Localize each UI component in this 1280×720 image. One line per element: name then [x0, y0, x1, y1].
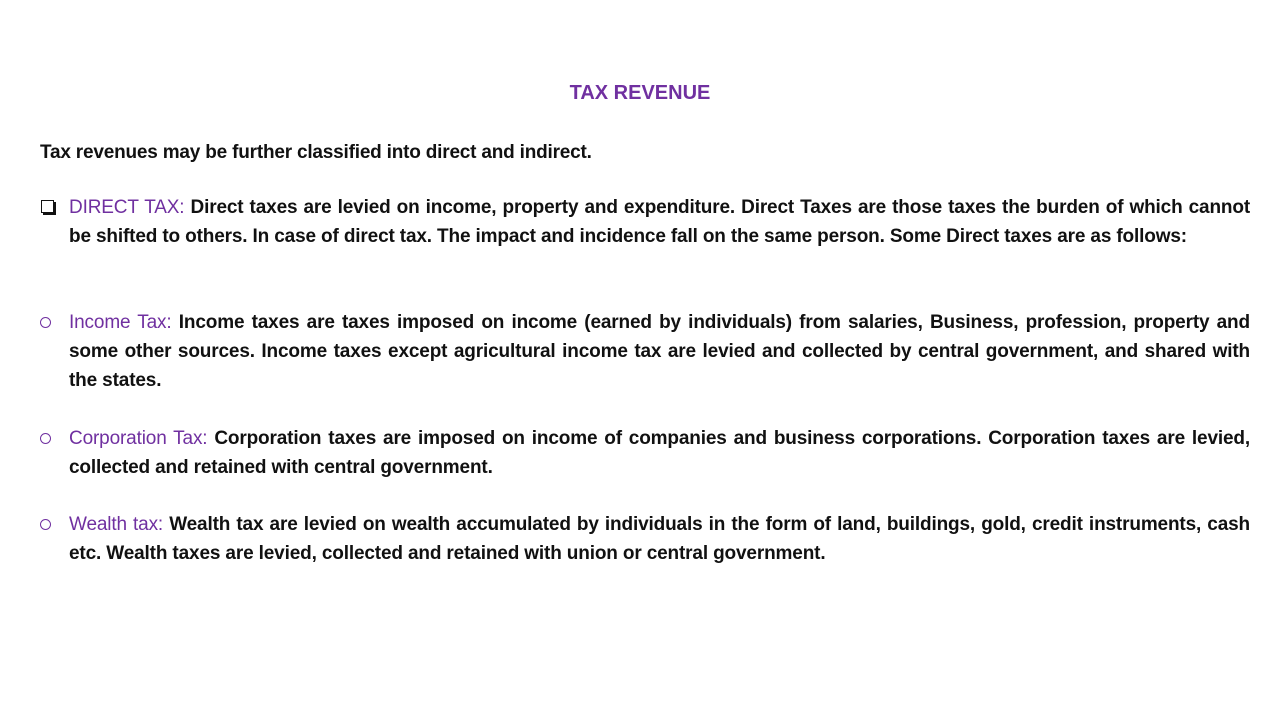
direct-tax-body: Direct taxes are levied on income, property and expenditure. Direct Taxes are those taxes the burden of which cannot be shifted to others. In case of direct tax. The impact and incidence fall on the same person. Some Direct taxes are as follows:	[69, 197, 1250, 247]
wealth-tax-section	[40, 510, 1250, 568]
circle-bullet-icon	[40, 424, 62, 452]
income-tax-section	[40, 308, 1250, 395]
corporation-tax-text	[69, 424, 1250, 482]
intro-paragraph: Tax revenues may be further classified into direct and indirect.	[40, 142, 592, 163]
direct-tax-section	[40, 193, 1250, 251]
direct-tax-text	[69, 193, 1250, 251]
checkbox-bullet-icon	[40, 193, 62, 221]
page-title: TAX REVENUE	[569, 82, 711, 104]
direct-tax-heading: DIRECT TAX:	[69, 197, 185, 218]
income-tax-body: Income taxes are taxes imposed on income (earned by individuals) from salaries, Business, profession, property and some other sources. Income taxes except agricultural income tax are levied and collected by central government, and shared with the states.	[69, 312, 1250, 391]
income-tax-text	[69, 308, 1250, 395]
wealth-tax-text	[69, 510, 1250, 568]
circle-bullet-icon	[40, 510, 62, 538]
wealth-tax-body: Wealth tax are levied on wealth accumulated by individuals in the form of land, buildings, gold, credit instruments, cash etc. Wealth taxes are levied, collected and retained with union or central government.	[69, 514, 1251, 564]
corporation-tax-section	[40, 424, 1250, 482]
corporation-tax-body: Corporation taxes are imposed on income of companies and business corporations. Corporation taxes are levied, collected and retained with central government.	[69, 428, 1250, 478]
wealth-tax-heading: Wealth tax:	[69, 514, 164, 535]
income-tax-heading: Income Tax:	[69, 312, 172, 333]
corporation-tax-heading: Corporation Tax:	[69, 428, 208, 449]
circle-bullet-icon	[40, 308, 62, 336]
